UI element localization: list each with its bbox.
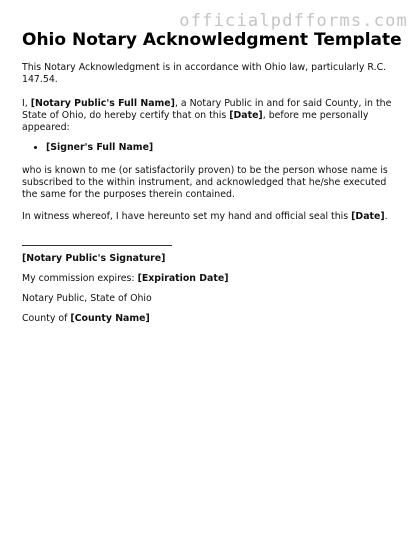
expiration-date-placeholder: [Expiration Date] xyxy=(137,273,229,284)
signature-line xyxy=(22,245,172,246)
county-line xyxy=(22,313,402,325)
intro-paragraph: This Notary Acknowledgment is in accordance with Ohio law, particularly R.C. 147.54. xyxy=(22,62,387,85)
certify-paragraph xyxy=(22,98,402,134)
witness-prefix: In witness whereof, I have hereunto set my hand and official seal this xyxy=(22,211,352,222)
notary-state-line: Notary Public, State of Ohio xyxy=(22,293,152,304)
county-name-placeholder: [County Name] xyxy=(70,313,150,324)
signer-list xyxy=(22,142,402,154)
list-item xyxy=(46,142,402,154)
witness-date-placeholder: [Date] xyxy=(351,211,385,222)
signature-placeholder: [Notary Public's Signature] xyxy=(22,253,166,264)
document-page xyxy=(22,30,402,325)
notary-name-placeholder: [Notary Public's Full Name] xyxy=(30,98,175,109)
witness-paragraph xyxy=(22,211,402,223)
date-placeholder: [Date] xyxy=(229,110,263,121)
commission-paragraph xyxy=(22,273,402,285)
known-paragraph: who is known to me (or satisfactorily proven) to be the person whose name is subscribed to the within instrument, and acknowledged that he/she executed the same for the purposes therein contained. xyxy=(22,165,388,200)
certify-suffix: , before me personally appeared: xyxy=(22,110,369,133)
certify-prefix: I, xyxy=(22,98,31,109)
commission-prefix: My commission expires: xyxy=(22,273,138,284)
page-title: Ohio Notary Acknowledgment Template xyxy=(22,30,402,50)
watermark: officialpdfforms.com xyxy=(179,11,408,31)
certify-middle: , a Notary Public in and for said County, in the State of Ohio, do hereby certify that on this xyxy=(22,98,392,121)
signature-label xyxy=(22,253,402,265)
witness-suffix: . xyxy=(384,211,388,222)
signer-name-placeholder: [Signer's Full Name] xyxy=(46,142,154,153)
county-prefix: County of xyxy=(22,313,71,324)
